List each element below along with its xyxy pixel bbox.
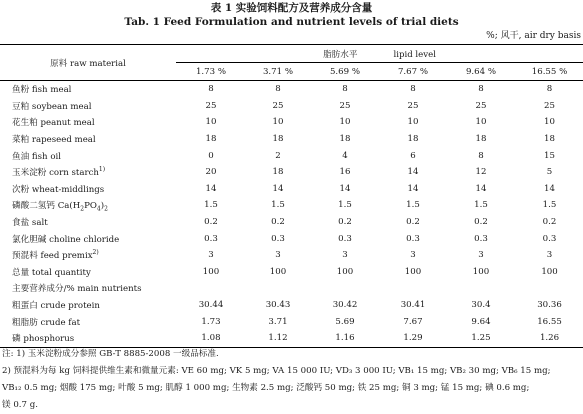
table-cell: 100 <box>541 266 558 277</box>
table-cell: 18 <box>272 167 284 178</box>
footnotes <box>2 346 580 414</box>
table-cell: 1.5 <box>204 200 218 211</box>
table-cell: 8 <box>546 84 553 95</box>
row-label-text: 豆粕 soybean meal <box>12 101 92 112</box>
table-cell: 25 <box>339 100 351 111</box>
row-label <box>0 164 176 181</box>
table-row <box>0 147 583 164</box>
table-cell: 6 <box>410 150 416 161</box>
table-cell: 10 <box>407 117 419 128</box>
table-row <box>0 297 583 314</box>
table-cell: 0.2 <box>542 217 557 228</box>
row-label-text: 粗脂肪 crude fat <box>12 317 81 328</box>
nutrients-heading-row <box>0 280 583 297</box>
row-label-text: 粗蛋白 crude protein <box>12 301 100 312</box>
table-cell: 8 <box>275 84 281 95</box>
table-cell: 8 <box>342 84 348 95</box>
table-row <box>0 81 583 98</box>
row-label <box>0 313 176 330</box>
lipid-level-en: lipid level <box>393 49 436 60</box>
row-label-text: 食盐 salt <box>12 218 48 229</box>
table-cell: 5 <box>546 167 553 178</box>
table-cell: 10 <box>339 117 351 128</box>
table-cell: 1.08 <box>176 330 246 347</box>
table-cell: 4 <box>342 150 348 161</box>
row-label <box>0 81 176 98</box>
row-label <box>0 230 176 247</box>
table-row <box>0 214 583 231</box>
table-cell: 1.5 <box>338 200 352 211</box>
lipid-level-cn: 脂肪水平 <box>323 49 358 60</box>
table-cell: 25 <box>407 100 419 111</box>
row-label <box>0 98 176 115</box>
table-cell: 16 <box>339 167 351 178</box>
table-cell: 9.64 <box>471 316 491 327</box>
table-cell: 0.2 <box>338 217 352 228</box>
row-label-text: 磷 phosphorus <box>12 334 75 345</box>
table-cell: 18 <box>407 134 419 145</box>
table-cell: 100 <box>336 266 354 277</box>
table-row <box>0 98 583 115</box>
table-cell: 18 <box>205 134 217 145</box>
row-label <box>0 330 176 347</box>
column-header-5: 9.64 % <box>446 63 516 81</box>
table-row <box>0 264 583 281</box>
table-cell: 1.26 <box>516 330 583 347</box>
column-header-1: 1.73 % <box>176 63 246 81</box>
row-label <box>0 247 176 264</box>
row-label-part: 磷酸二氢钙 Ca(H <box>12 201 81 212</box>
row-label <box>0 297 176 314</box>
table-cell: 8 <box>208 84 214 95</box>
footnote-2-cont: VB₁₂ 0.5 mg; 烟酸 175 mg; 叶酸 5 mg; 肌醇 1 000 mg; 生物素 2.5 mg; 泛酸钙 50 mg; 铁 25 mg; 铜 3 mg; 锰 15 mg; 碘 0.6 mg; <box>2 383 530 393</box>
table-cell: 0.2 <box>271 217 285 228</box>
column-header-2: 3.71 % <box>246 63 310 81</box>
table-cell: 5.69 <box>335 316 355 327</box>
row-label-part: 2 <box>80 206 85 214</box>
table-cell: 0.3 <box>474 233 488 244</box>
row-label <box>0 114 176 131</box>
table-cell: 100 <box>404 266 422 277</box>
table-cell: 14 <box>407 167 419 178</box>
table-row <box>0 247 583 264</box>
table-cell: 18 <box>272 134 284 145</box>
table-cell: 0 <box>208 150 214 161</box>
table-cell: 1.5 <box>542 200 557 211</box>
table-cell: 18 <box>339 134 351 145</box>
table-cell: 0.3 <box>271 233 285 244</box>
table-row <box>0 181 583 198</box>
row-label-text: 预混料 feed premix <box>12 251 93 262</box>
table-cell: 14 <box>475 183 487 194</box>
table-cell: 14 <box>205 183 217 194</box>
column-header-3: 5.69 % <box>310 63 380 81</box>
table-cell: 0.2 <box>474 217 488 228</box>
row-label-text: 菜粕 rapeseed meal <box>12 135 96 146</box>
row-label-text: 鱼粉 fish meal <box>12 85 72 96</box>
table-cell: 12 <box>475 167 487 178</box>
feed-formulation-table <box>0 44 583 348</box>
table-cell: 3 <box>275 250 281 261</box>
table-cell: 10 <box>544 117 555 128</box>
table-cell: 1.12 <box>246 330 310 347</box>
table-cell: 7.67 <box>403 316 423 327</box>
table-title-en: Tab. 1 Feed Formulation and nutrient levels of trial diets <box>124 16 459 28</box>
table-cell: 30.41 <box>400 300 426 311</box>
table-cell: 10 <box>205 117 217 128</box>
table-row <box>0 230 583 247</box>
row-label <box>0 147 176 164</box>
row-label-text: 花生粕 peanut meal <box>12 118 95 129</box>
table-row <box>0 114 583 131</box>
row-label <box>0 131 176 148</box>
table-cell: 3 <box>478 250 484 261</box>
table-cell: 1.29 <box>380 330 446 347</box>
table-cell: 100 <box>202 266 220 277</box>
table-cell: 25 <box>544 100 555 111</box>
table-cell: 1.73 <box>201 316 221 327</box>
footnote-marker: 1) <box>98 166 106 174</box>
row-label-part: PO <box>84 201 97 212</box>
row-label-text: 氯化胆碱 choline chloride <box>12 234 120 245</box>
table-cell: 3 <box>410 250 416 261</box>
column-header-6: 16.55 % <box>516 63 583 81</box>
row-label-part: ) <box>100 201 105 212</box>
table-cell: 0.2 <box>204 217 218 228</box>
table-row <box>0 131 583 148</box>
table-cell: 8 <box>410 84 416 95</box>
column-header-4: 7.67 % <box>380 63 446 81</box>
unit-note: %; 风干, air dry basis <box>486 31 581 41</box>
table-cell: 100 <box>269 266 287 277</box>
table-cell: 100 <box>472 266 490 277</box>
table-cell: 3 <box>342 250 348 261</box>
footnote-1: 注: 1) 玉米淀粉成分参照 GB-T 8885-2008 一级品标准. <box>2 349 219 359</box>
row-label <box>0 197 176 214</box>
table-cell: 1.25 <box>446 330 516 347</box>
table-cell: 20 <box>205 167 217 178</box>
footnote-marker: 2) <box>92 249 99 257</box>
table-cell: 0.3 <box>542 233 557 244</box>
table-cell: 0.3 <box>204 233 218 244</box>
row-label-text: 总量 total quantity <box>12 267 91 278</box>
table-row <box>0 313 583 330</box>
table-cell: 25 <box>205 100 217 111</box>
row-label-part: 4 <box>96 206 101 214</box>
table-row <box>0 197 583 214</box>
table-cell: 14 <box>544 183 555 194</box>
table-cell: 30.36 <box>537 300 562 311</box>
table-cell: 18 <box>475 134 487 145</box>
table-row <box>0 164 583 181</box>
table-body <box>0 81 583 348</box>
table-cell: 1.16 <box>310 330 380 347</box>
table-cell: 3 <box>208 250 214 261</box>
table-cell: 25 <box>475 100 487 111</box>
table-cell: 16.55 <box>537 316 562 327</box>
table-cell: 14 <box>407 183 419 194</box>
row-label <box>0 181 176 198</box>
row-label-text: 鱼油 fish oil <box>12 151 61 162</box>
footnote-2: 2) 预混料为每 kg 饲料提供维生素和微量元素: VE 60 mg; VK 5 mg; VA 15 000 IU; VD₃ 3 000 IU; VB₁ 15 mg; VB₂ 30 mg; VB₆ 15 mg; <box>2 366 551 376</box>
table-cell: 30.4 <box>471 300 491 311</box>
row-label-text: 次粉 wheat-middlings <box>12 184 105 195</box>
table-cell: 0.2 <box>406 217 420 228</box>
nutrients-heading: 主要营养成分/% main nutrients <box>12 284 142 295</box>
table-cell: 3 <box>546 250 553 261</box>
table-cell: 8 <box>478 84 484 95</box>
table-cell: 10 <box>272 117 284 128</box>
table-cell: 25 <box>272 100 284 111</box>
table-cell: 18 <box>544 134 555 145</box>
table-cell: 8 <box>478 150 484 161</box>
table-cell: 1.5 <box>271 200 285 211</box>
row-label-part: 2 <box>104 206 108 214</box>
table-cell: 14 <box>272 183 284 194</box>
header-lipid-level <box>176 45 583 63</box>
row-label <box>0 214 176 231</box>
table-cell: 14 <box>339 183 351 194</box>
table-row <box>0 330 583 347</box>
table-cell: 1.5 <box>406 200 420 211</box>
table-title-cn: 表 1 实验饲料配方及营养成分含量 <box>210 2 373 14</box>
table-cell: 1.5 <box>474 200 488 211</box>
table-cell: 10 <box>475 117 487 128</box>
table-cell: 0.3 <box>406 233 420 244</box>
table-cell: 0.3 <box>338 233 352 244</box>
table-cell: 30.42 <box>332 300 358 311</box>
footnote-2-end: 镁 0.7 g. <box>2 400 38 410</box>
table-cell: 3.71 <box>268 316 288 327</box>
table-cell: 2 <box>275 150 281 161</box>
table-cell: 30.43 <box>265 300 291 311</box>
row-label <box>0 264 176 281</box>
table-cell: 15 <box>544 150 555 161</box>
table-cell: 30.44 <box>198 300 224 311</box>
row-label-text: 玉米淀粉 corn starch <box>12 168 99 179</box>
header-raw-material: 原料 raw material <box>0 45 176 81</box>
